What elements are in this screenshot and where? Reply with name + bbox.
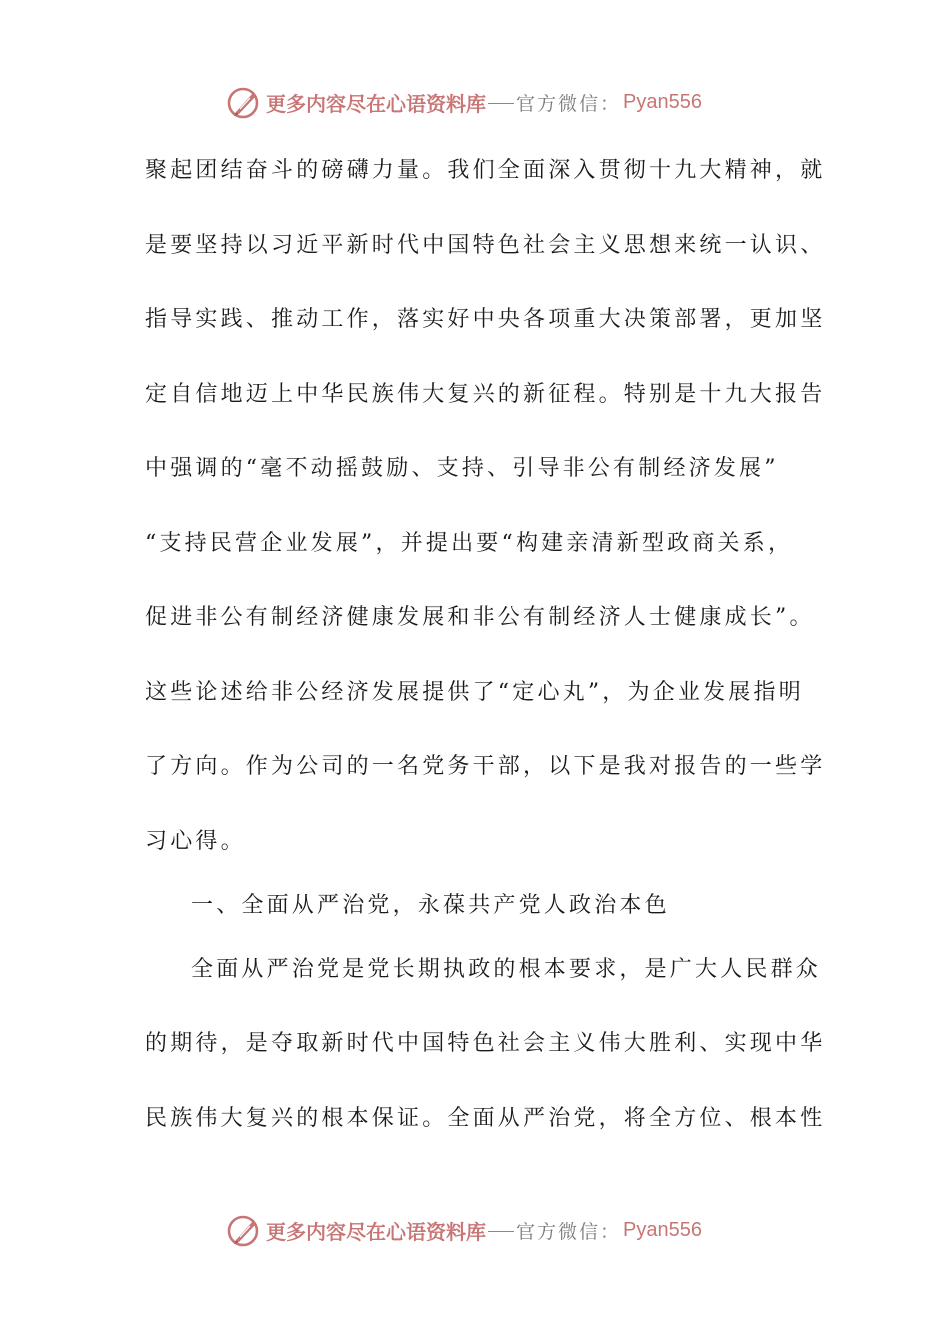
header-wechat-label: 官方微信： [516,92,622,115]
body-line: 了方向。作为公司的一名党务干部，以下是我对报告的一些学 [145,754,826,779]
body-line: 聚起团结奋斗的磅礴力量。我们全面深入贯彻十九大精神，就 [145,158,826,183]
body-line: 的期待，是夺取新时代中国特色社会主义伟大胜利、实现中华 [145,1031,826,1056]
header-separator [488,103,514,104]
body-line: 促进非公有制经济健康发展和非公有制经济人士健康成长”。 [145,605,815,630]
body-line: 中强调的“毫不动摇鼓励、支持、引导非公有制经济发展” [145,456,779,481]
footer-wechat-label: 官方微信： [516,1220,622,1243]
footer-banner [226,1210,726,1250]
body-line: 指导实践、推动工作，落实好中央各项重大决策部署，更加坚 [145,307,826,332]
header-banner [226,82,726,122]
section-heading: 一、全面从严治党，永葆共产党人政治本色 [191,893,670,918]
footer-separator [488,1231,514,1232]
body-line: 民族伟大复兴的根本保证。全面从严治党，将全方位、根本性 [145,1106,826,1131]
body-line: “支持民营企业发展”，并提出要“构建亲清新型政商关系， [145,531,794,556]
footer-brand-text: 更多内容尽在心语资料库 [266,1219,486,1244]
paragraph-first-line: 全面从严治党是党长期执政的根本要求，是广大人民群众 [191,957,822,982]
pen-nib-circle-icon [226,84,262,120]
header-brand-text: 更多内容尽在心语资料库 [266,91,486,116]
body-line: 这些论述给非公经济发展提供了“定心丸”，为企业发展指明 [145,680,804,705]
pen-nib-circle-icon [226,1212,262,1248]
body-line: 习心得。 [145,829,246,854]
header-wechat-id: Pyan556 [623,90,702,113]
body-line: 定自信地迈上中华民族伟大复兴的新征程。特别是十九大报告 [145,382,826,407]
footer-wechat-id: Pyan556 [623,1218,702,1241]
body-line: 是要坚持以习近平新时代中国特色社会主义思想来统一认识、 [145,233,826,258]
